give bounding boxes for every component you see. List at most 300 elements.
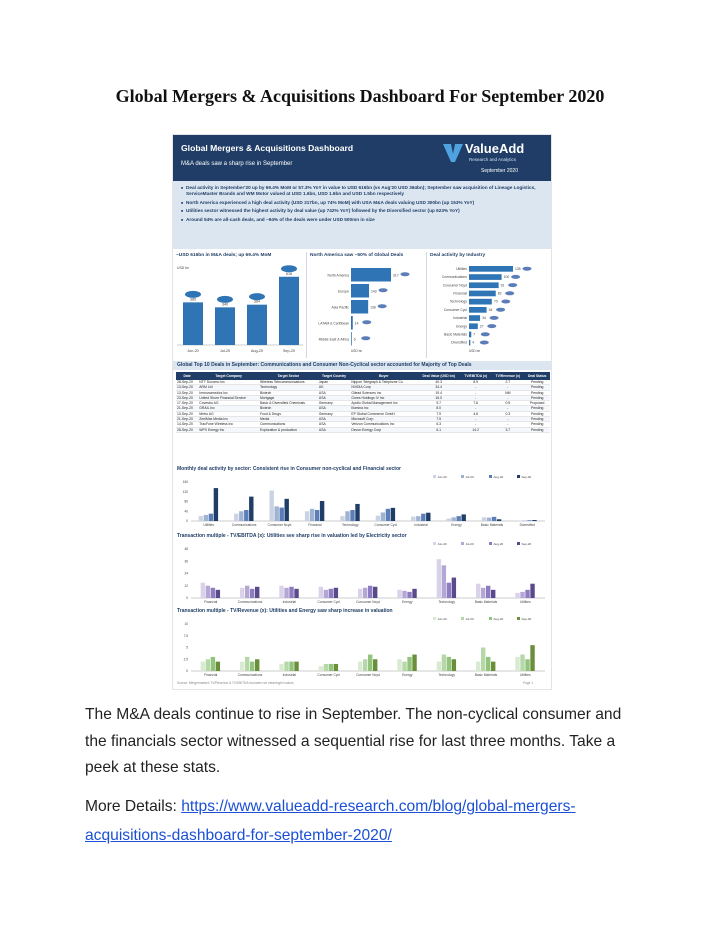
ebitda-bar bbox=[324, 590, 328, 598]
slide-subtitle: M&A deals saw a sharp rise in September bbox=[181, 161, 293, 167]
revenue-bar bbox=[240, 662, 244, 671]
industry-value: 4 bbox=[472, 340, 475, 345]
industry-label: Energy bbox=[456, 324, 467, 329]
table-cell: 7.9 bbox=[417, 411, 460, 416]
revenue-bar bbox=[520, 655, 524, 671]
change-bubble bbox=[490, 316, 499, 320]
sector-legend-label: Jun-20 bbox=[437, 474, 447, 479]
revenue-bar bbox=[486, 657, 490, 671]
industry-bar bbox=[469, 307, 487, 313]
sector-bar bbox=[340, 516, 344, 521]
sector-bar bbox=[411, 517, 415, 521]
monthly-bar-value: 340 bbox=[221, 302, 229, 307]
sector-category-label: Industrial bbox=[414, 523, 428, 527]
more-details bbox=[85, 792, 645, 850]
ebitda-bar bbox=[334, 588, 338, 598]
ebitda-category-label: Communications bbox=[237, 600, 263, 604]
ebitda-bar bbox=[358, 589, 362, 598]
sector-chart-title: Monthly deal activity by sector: Consistent rise in Consumer non-cyclical and Financial sector bbox=[177, 466, 401, 472]
sector-y-tick: 160 bbox=[182, 480, 188, 484]
dashboard-slide-image bbox=[172, 134, 552, 690]
table-cell: - bbox=[460, 385, 491, 390]
revenue-legend-swatch bbox=[461, 617, 464, 620]
region-bar bbox=[351, 300, 368, 314]
sector-category-label: Consumer Ncyd bbox=[267, 523, 292, 527]
ebitda-bar bbox=[515, 593, 519, 598]
sector-bar bbox=[345, 511, 349, 521]
sector-bar bbox=[310, 509, 314, 521]
source-footnote: Source: Mergermarket; TV/Revenue & TV/EBITDA excludes not meaningful values bbox=[177, 681, 294, 685]
table-cell: 8.0 bbox=[417, 406, 460, 411]
table-cell: 14-Sep-20 bbox=[176, 422, 198, 427]
ebitda-bar bbox=[245, 586, 249, 598]
industry-bar bbox=[469, 340, 470, 346]
sector-category-label: Technology bbox=[341, 523, 359, 527]
region-label: Middle East & Africa bbox=[318, 337, 349, 342]
ebitda-bar bbox=[491, 590, 495, 598]
industry-deals-chart bbox=[427, 261, 552, 357]
month-tick-label: Jul-20 bbox=[219, 349, 231, 353]
sector-bar bbox=[487, 518, 491, 521]
table-cell: USA bbox=[318, 422, 351, 427]
sector-legend-label: Aug-20 bbox=[493, 474, 504, 479]
revenue-category-label: Industrial bbox=[282, 673, 297, 677]
sector-bar bbox=[492, 517, 496, 521]
revenue-bar bbox=[250, 662, 254, 671]
industry-label: Consumer Ncyd bbox=[442, 283, 467, 288]
table-cell: United Shore Financial Service bbox=[198, 395, 259, 400]
revenue-bar bbox=[216, 662, 220, 671]
sector-category-label: Diversified bbox=[519, 523, 535, 527]
region-bar bbox=[351, 332, 352, 346]
sector-legend-swatch bbox=[433, 475, 436, 478]
region-label: Europe bbox=[338, 289, 349, 294]
ebitda-bar bbox=[279, 586, 283, 598]
ebitda-bar bbox=[329, 589, 333, 598]
table-column-header: Date bbox=[176, 372, 198, 380]
table-column-header: Target Company bbox=[198, 372, 259, 380]
industry-bar bbox=[469, 315, 480, 321]
revenue-category-label: Utilities bbox=[520, 673, 531, 677]
table-cell: Japan bbox=[318, 380, 351, 385]
industry-bar bbox=[469, 299, 492, 305]
ebitda-category-label: Energy bbox=[402, 600, 413, 604]
table-cell: Pending bbox=[524, 395, 550, 400]
revenue-legend-label: Jun-20 bbox=[437, 616, 447, 621]
ebitda-y-tick: 36 bbox=[184, 559, 188, 564]
monthly-deals-chart bbox=[173, 261, 307, 357]
highlight-bullet: ■ Around 54% are all-cash deals, and ~94% of the deals were under USD 500mn in size bbox=[181, 217, 545, 223]
sector-bar bbox=[355, 504, 359, 521]
ebitda-bar bbox=[447, 583, 451, 598]
month-tick-label: Jun-20 bbox=[187, 349, 199, 353]
industry-value: 27 bbox=[479, 324, 484, 329]
highlight-bullet: ■ Deal activity in September'20 up by 69.4% MoM or 57.3% YoY in value to USD 616bn (vs Aug'20 USD 364bn); September saw acquisition of Lineage Logistics, ServiceMaster Brands and WM Motor valued at USD 1.6bn, USD 1.6bn and USD 1.5bn respectively bbox=[181, 185, 545, 197]
table-row bbox=[176, 427, 550, 432]
table-cell: 3.7 bbox=[491, 427, 524, 432]
monthly-deals-panel bbox=[173, 252, 307, 358]
table-cell: Exploration & production bbox=[259, 427, 318, 432]
table-cell: 28-Sep-20 bbox=[176, 427, 198, 432]
ebitda-bar bbox=[363, 588, 367, 598]
report-date: September 2020 bbox=[481, 168, 518, 174]
sector-bar bbox=[447, 519, 451, 521]
industry-panel-title: Deal activity by Industry bbox=[430, 253, 486, 258]
sector-category-label: Utilities bbox=[203, 523, 215, 527]
table-cell: Technology bbox=[259, 385, 318, 390]
sector-category-label: Communications bbox=[231, 523, 257, 527]
sector-bar bbox=[275, 506, 279, 521]
highlight-bullet: ■ Utilities sector witnessed the highest activity by deal value (up 742% YoY) followed by the Diversified sector (up 623% YoY) bbox=[181, 208, 545, 214]
revenue-bar bbox=[412, 655, 416, 671]
table-cell: 14.2 bbox=[460, 427, 491, 432]
table-cell: Verizon Communications Inc bbox=[350, 422, 417, 427]
table-column-header: Buyer bbox=[350, 372, 417, 380]
revenue-category-label: Basic Materials bbox=[474, 673, 498, 677]
ebitda-bar bbox=[206, 586, 210, 598]
table-cell: ZeniMax Media Inc bbox=[198, 417, 259, 422]
change-bubble bbox=[481, 332, 490, 336]
monthly-bar-value: 616 bbox=[285, 271, 293, 276]
month-tick-label: Sep-20 bbox=[282, 349, 296, 353]
table-cell: - bbox=[491, 395, 524, 400]
table-cell: Pending bbox=[524, 427, 550, 432]
revenue-bar bbox=[284, 662, 288, 671]
tv-ebitda-chart bbox=[173, 541, 552, 607]
table-cell: 21-Sep-20 bbox=[176, 417, 198, 422]
table-cell: 13-Sep-20 bbox=[176, 411, 198, 416]
ebitda-bar bbox=[452, 578, 456, 598]
table-cell: - bbox=[491, 406, 524, 411]
revenue-legend-swatch bbox=[433, 617, 436, 620]
ebitda-legend-swatch bbox=[517, 542, 520, 545]
table-cell: 4.6 bbox=[460, 411, 491, 416]
region-deals-panel bbox=[307, 252, 427, 358]
table-cell: Metro AG bbox=[198, 411, 259, 416]
sector-bar bbox=[209, 514, 213, 521]
ebitda-bar bbox=[368, 586, 372, 598]
table-cell: Microsoft Corp bbox=[350, 417, 417, 422]
revenue-bar bbox=[279, 664, 283, 671]
table-cell: Germany bbox=[318, 411, 351, 416]
table-cell: Basic & Diversified Chemicals bbox=[259, 401, 318, 406]
table-cell: 6.1 bbox=[417, 427, 460, 432]
region-value: 136 bbox=[370, 305, 376, 310]
industry-bar bbox=[469, 323, 478, 329]
industry-deals-panel bbox=[427, 252, 552, 358]
table-cell: Germany bbox=[318, 401, 351, 406]
industry-value: 70 bbox=[493, 299, 498, 304]
monthly-bar bbox=[279, 277, 299, 345]
revenue-y-tick: 5 bbox=[186, 645, 188, 650]
ebitda-bar bbox=[319, 587, 323, 598]
ebitda-bar bbox=[373, 587, 377, 598]
table-cell: NM bbox=[491, 390, 524, 395]
region-bar bbox=[351, 316, 353, 330]
sector-bar bbox=[270, 491, 274, 521]
sector-bar bbox=[376, 516, 380, 521]
region-unit-label: USD bn bbox=[351, 349, 363, 353]
monthly-bar bbox=[215, 307, 235, 345]
ebitda-bar bbox=[520, 592, 524, 598]
region-bar bbox=[351, 268, 391, 282]
region-value: 317 bbox=[393, 273, 399, 278]
revenue-bar bbox=[201, 662, 205, 671]
sector-bar bbox=[285, 499, 289, 521]
table-cell: Biotech bbox=[259, 406, 318, 411]
table-cell: 2.7 bbox=[491, 380, 524, 385]
revenue-bar bbox=[481, 648, 485, 672]
industry-label: Utilities bbox=[456, 266, 467, 271]
table-cell: NVIDIA Corp bbox=[350, 385, 417, 390]
ebitda-bar bbox=[250, 589, 254, 598]
table-cell: Pending bbox=[524, 385, 550, 390]
region-value: 6 bbox=[353, 337, 356, 342]
table-cell: 6.3 bbox=[417, 422, 460, 427]
top-deals-table bbox=[176, 372, 550, 433]
revenue-bar bbox=[206, 659, 210, 671]
industry-value: 54 bbox=[488, 307, 493, 312]
ebitda-category-label: Industrial bbox=[282, 600, 297, 604]
sector-legend-label: Sep-20 bbox=[521, 474, 532, 479]
revenue-bar bbox=[363, 659, 367, 671]
sector-bar bbox=[527, 520, 531, 521]
month-tick-label: Aug-20 bbox=[250, 349, 264, 353]
ebitda-y-tick: 24 bbox=[184, 571, 188, 576]
sector-bar bbox=[462, 514, 466, 521]
table-column-header: Target Country bbox=[318, 372, 351, 380]
industry-value: 7 bbox=[473, 332, 476, 337]
table-cell: Nippon Telegraph & Telephone Co bbox=[350, 380, 417, 385]
revenue-legend-swatch bbox=[489, 617, 492, 620]
sector-bar bbox=[386, 509, 390, 521]
revenue-bar bbox=[530, 645, 534, 671]
sector-bar bbox=[416, 516, 420, 521]
ebitda-legend-label: Jul-20 bbox=[465, 541, 474, 546]
ebitda-bar bbox=[530, 584, 534, 598]
revenue-category-label: Communications bbox=[237, 673, 263, 677]
slide-title: Global Mergers & Acquisitions Dashboard bbox=[181, 143, 354, 153]
revenue-category-label: Consumer Ncyd bbox=[356, 673, 380, 677]
ebitda-bar bbox=[284, 588, 288, 598]
revenue-bar bbox=[525, 659, 529, 671]
table-cell: USA bbox=[318, 395, 351, 400]
revenue-bar bbox=[289, 662, 293, 671]
table-cell: 7.6 bbox=[460, 401, 491, 406]
change-bubble bbox=[523, 267, 532, 271]
sector-bar bbox=[315, 510, 319, 521]
tv-revenue-chart bbox=[173, 616, 552, 680]
table-column-header: Deal Value (USD bn) bbox=[417, 372, 460, 380]
revenue-legend-label: Sep-20 bbox=[521, 616, 532, 621]
table-cell: Wireless Telecommunications bbox=[259, 380, 318, 385]
sector-y-tick: 120 bbox=[182, 489, 188, 494]
valueadd-logo-mark-icon bbox=[443, 144, 463, 162]
sector-bar bbox=[381, 512, 385, 521]
table-cell: Pending bbox=[524, 411, 550, 416]
ebitda-bar bbox=[437, 559, 441, 598]
region-panel-title: North America saw ~50% of Global Deals bbox=[310, 253, 404, 258]
table-cell: Pending bbox=[524, 406, 550, 411]
table-cell: TracFone Wireless Inc bbox=[198, 422, 259, 427]
change-bubble bbox=[496, 308, 505, 312]
revenue-category-label: Financial bbox=[204, 673, 218, 677]
table-cell: 19.4 bbox=[417, 390, 460, 395]
revenue-bar bbox=[211, 657, 215, 671]
table-cell: Food & Drugs bbox=[259, 411, 318, 416]
ebitda-legend-swatch bbox=[433, 542, 436, 545]
ebitda-bar bbox=[407, 592, 411, 598]
table-cell: - bbox=[491, 385, 524, 390]
key-highlights bbox=[173, 181, 552, 249]
sector-legend-swatch bbox=[517, 475, 520, 478]
table-cell: EP Global Commerce GmbH bbox=[350, 411, 417, 416]
change-bubble bbox=[401, 272, 410, 276]
ebitda-category-label: Financial bbox=[204, 600, 218, 604]
sector-activity-chart bbox=[173, 474, 552, 530]
slide-header bbox=[173, 135, 552, 181]
ebitda-legend-label: Aug-20 bbox=[493, 541, 504, 546]
revenue-y-tick: 0 bbox=[186, 669, 188, 673]
ebitda-category-label: Utilities bbox=[520, 600, 531, 604]
ebitda-bar bbox=[240, 588, 244, 598]
table-cell: Pending bbox=[524, 390, 550, 395]
industry-label: Consumer Cycl bbox=[443, 307, 467, 312]
sector-bar bbox=[204, 515, 208, 521]
table-cell: USA bbox=[318, 427, 351, 432]
industry-label: Basic Materials bbox=[444, 332, 467, 337]
region-label: North America bbox=[327, 273, 349, 278]
highlight-bullet: ■ North America experienced a high deal activity (USD 317bn, up 74% MoM) with USA M&A deals valuing USD 300bn (up 153% YoY) bbox=[181, 200, 545, 206]
region-value: 143 bbox=[371, 289, 377, 294]
ebitda-category-label: Consumer Cycl bbox=[317, 600, 340, 604]
table-cell: - bbox=[460, 422, 491, 427]
page-label: Page 1 bbox=[523, 681, 534, 685]
table-cell: 40.3 bbox=[417, 380, 460, 385]
ebitda-bar bbox=[255, 587, 259, 598]
sector-bar bbox=[320, 501, 324, 521]
ebitda-bar bbox=[486, 586, 490, 598]
sector-bar bbox=[421, 514, 425, 521]
table-cell: GRAIL Inc bbox=[198, 406, 259, 411]
ebitda-bar bbox=[476, 584, 480, 598]
revenue-bar bbox=[324, 664, 328, 671]
table-cell: Pending bbox=[524, 417, 550, 422]
sector-y-tick: 40 bbox=[184, 509, 188, 514]
table-cell: Devon Energy Corp bbox=[350, 427, 417, 432]
ebitda-bar bbox=[294, 589, 298, 598]
industry-bar bbox=[469, 332, 471, 338]
industry-value: 82 bbox=[497, 291, 502, 296]
logo-text: ValueAdd bbox=[465, 141, 525, 156]
page-title: Global Mergers & Acquisitions Dashboard For September 2020 bbox=[115, 86, 605, 106]
revenue-legend-label: Aug-20 bbox=[493, 616, 504, 621]
table-cell: Pending bbox=[524, 422, 550, 427]
table-header-row bbox=[176, 372, 550, 380]
table-cell: - bbox=[491, 422, 524, 427]
sector-bar bbox=[457, 516, 461, 521]
change-bubble bbox=[487, 324, 496, 328]
table-cell: - bbox=[460, 406, 491, 411]
ebitda-y-tick: 0 bbox=[186, 596, 188, 600]
table-cell: Covestro AG bbox=[198, 401, 259, 406]
y-axis-unit-label: USD bn bbox=[177, 266, 189, 270]
table-cell: Gilead Sciences Inc bbox=[350, 390, 417, 395]
table-cell: 23-Sep-20 bbox=[176, 395, 198, 400]
revenue-y-tick: 7.5 bbox=[183, 633, 188, 638]
ebitda-bar bbox=[201, 583, 205, 598]
table-cell: Mortgage bbox=[259, 395, 318, 400]
monthly-bar-value: 364 bbox=[253, 299, 261, 304]
change-bubble bbox=[362, 320, 371, 324]
sector-category-label: Financial bbox=[308, 523, 322, 527]
more-details-link[interactable]: https://www.valueadd-research.com/blog/global-mergers-acquisitions-dashboard-for-september-2020/ bbox=[85, 798, 576, 844]
ebitda-bar bbox=[481, 588, 485, 598]
change-bubble bbox=[378, 304, 387, 308]
sector-legend-swatch bbox=[489, 475, 492, 478]
revenue-bar bbox=[491, 662, 495, 671]
table-cell: NTT Docomo Inc bbox=[198, 380, 259, 385]
sector-bar bbox=[497, 519, 501, 521]
industry-label: Communications bbox=[441, 275, 467, 280]
ebitda-bar bbox=[397, 590, 401, 598]
table-column-header: Target Sector bbox=[259, 372, 318, 380]
table-cell: 21-Sep-20 bbox=[176, 406, 198, 411]
industry-label: Diversified bbox=[451, 340, 467, 345]
ebitda-category-label: Basic Materials bbox=[474, 600, 498, 604]
sector-bar bbox=[249, 497, 253, 521]
ebitda-legend-label: Jun-20 bbox=[437, 541, 447, 546]
table-cell: Pending bbox=[524, 380, 550, 385]
table-cell: 9.7 bbox=[417, 401, 460, 406]
revenue-bar bbox=[447, 657, 451, 671]
monthly-bar bbox=[247, 305, 267, 345]
table-cell: WPX Energy Inc bbox=[198, 427, 259, 432]
table-cell: 8.9 bbox=[460, 380, 491, 385]
region-value: 14 bbox=[354, 321, 359, 326]
table-cell: Immunomedics Inc bbox=[198, 390, 259, 395]
sector-y-tick: 0 bbox=[186, 519, 188, 523]
ebitda-bar bbox=[402, 591, 406, 598]
industry-bar bbox=[469, 274, 502, 280]
sector-bar bbox=[350, 510, 354, 521]
change-bubble bbox=[379, 288, 388, 292]
ebitda-category-label: Consumer Ncyd bbox=[356, 600, 380, 604]
change-bubble bbox=[505, 291, 514, 295]
table-cell: 0.3 bbox=[491, 411, 524, 416]
monthly-bar-value: 385 bbox=[189, 297, 197, 302]
table-cell: 13-Sep-20 bbox=[176, 390, 198, 395]
table-cell: UK bbox=[318, 385, 351, 390]
revenue-bar bbox=[407, 657, 411, 671]
ebitda-bar bbox=[289, 587, 293, 598]
revenue-bar bbox=[255, 659, 259, 671]
ebitda-legend-label: Sep-20 bbox=[521, 541, 532, 546]
table-cell: Apollo Global Management Inc bbox=[350, 401, 417, 406]
valueadd-logo bbox=[443, 141, 547, 177]
industry-value: 100 bbox=[503, 275, 510, 280]
revenue-bar bbox=[442, 655, 446, 671]
sector-bar bbox=[234, 514, 238, 521]
sector-bar bbox=[426, 513, 430, 521]
description-paragraph: The M&A deals continue to rise in September. The non-cyclical consumer and the financials sector witnessed a sequential rise for last three months. Take a peek at these stats. bbox=[85, 706, 622, 776]
revenue-bar bbox=[294, 662, 298, 671]
sector-legend-swatch bbox=[461, 475, 464, 478]
sector-legend-label: Jul-20 bbox=[465, 474, 474, 479]
revenue-legend-swatch bbox=[517, 617, 520, 620]
industry-label: Technology bbox=[449, 299, 467, 304]
table-cell: 0.9 bbox=[491, 401, 524, 406]
